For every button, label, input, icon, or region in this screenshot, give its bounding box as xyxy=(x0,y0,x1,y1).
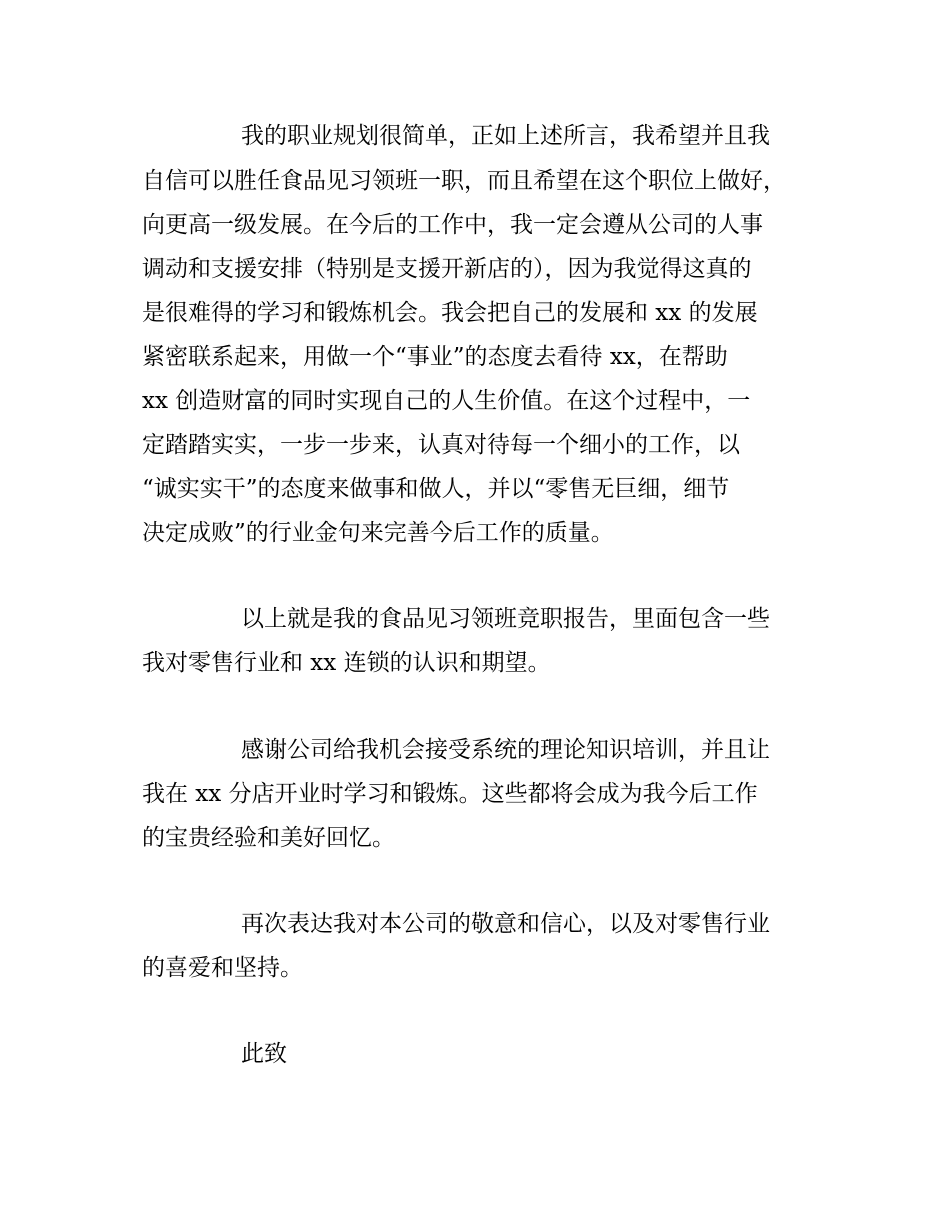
text-line: 感谢公司给我机会接受系统的理论知识培训，并且让 xyxy=(241,737,770,763)
text-line: 定踏踏实实，一步一步来，认真对待每一个细小的工作，以 xyxy=(142,432,740,458)
text-line: 自信可以胜任食品见习领班一职，而且希望在这个职位上做好， xyxy=(142,168,786,194)
text-line: 此致 xyxy=(241,1041,287,1067)
text-line: 向更高一级发展。在今后的工作中，我一定会遵从公司的人事 xyxy=(142,212,763,238)
text-line: 我的职业规划很简单，正如上述所言，我希望并且我 xyxy=(241,123,770,149)
text-line: 决定成败”的行业金句来完善今后工作的质量。 xyxy=(142,520,614,546)
text-line: 我在 xx 分店开业时学习和锻炼。这些都将会成为我今后工作 xyxy=(142,781,758,807)
text-line: “诚实实干”的态度来做事和做人，并以“零售无巨细，细节 xyxy=(142,476,730,502)
text-line: xx 创造财富的同时实现自己的人生价值。在这个过程中，一 xyxy=(142,388,751,414)
text-line: 我对零售行业和 xx 连锁的认识和期望。 xyxy=(142,650,551,676)
text-line: 是很难得的学习和锻炼机会。我会把自己的发展和 xx 的发展 xyxy=(142,300,758,326)
text-line: 的喜爱和坚持。 xyxy=(142,955,303,981)
text-line: 调动和支援安排（特别是支援开新店的），因为我觉得这真的 xyxy=(142,256,752,282)
text-line: 的宝贵经验和美好回忆。 xyxy=(142,825,395,851)
text-line: 以上就是我的食品见习领班竞职报告，里面包含一些 xyxy=(241,606,770,632)
text-line: 紧密联系起来，用做一个“事业”的态度去看待 xx，在帮助 xyxy=(142,344,728,370)
text-line: 再次表达我对本公司的敬意和信心，以及对零售行业 xyxy=(241,911,770,937)
